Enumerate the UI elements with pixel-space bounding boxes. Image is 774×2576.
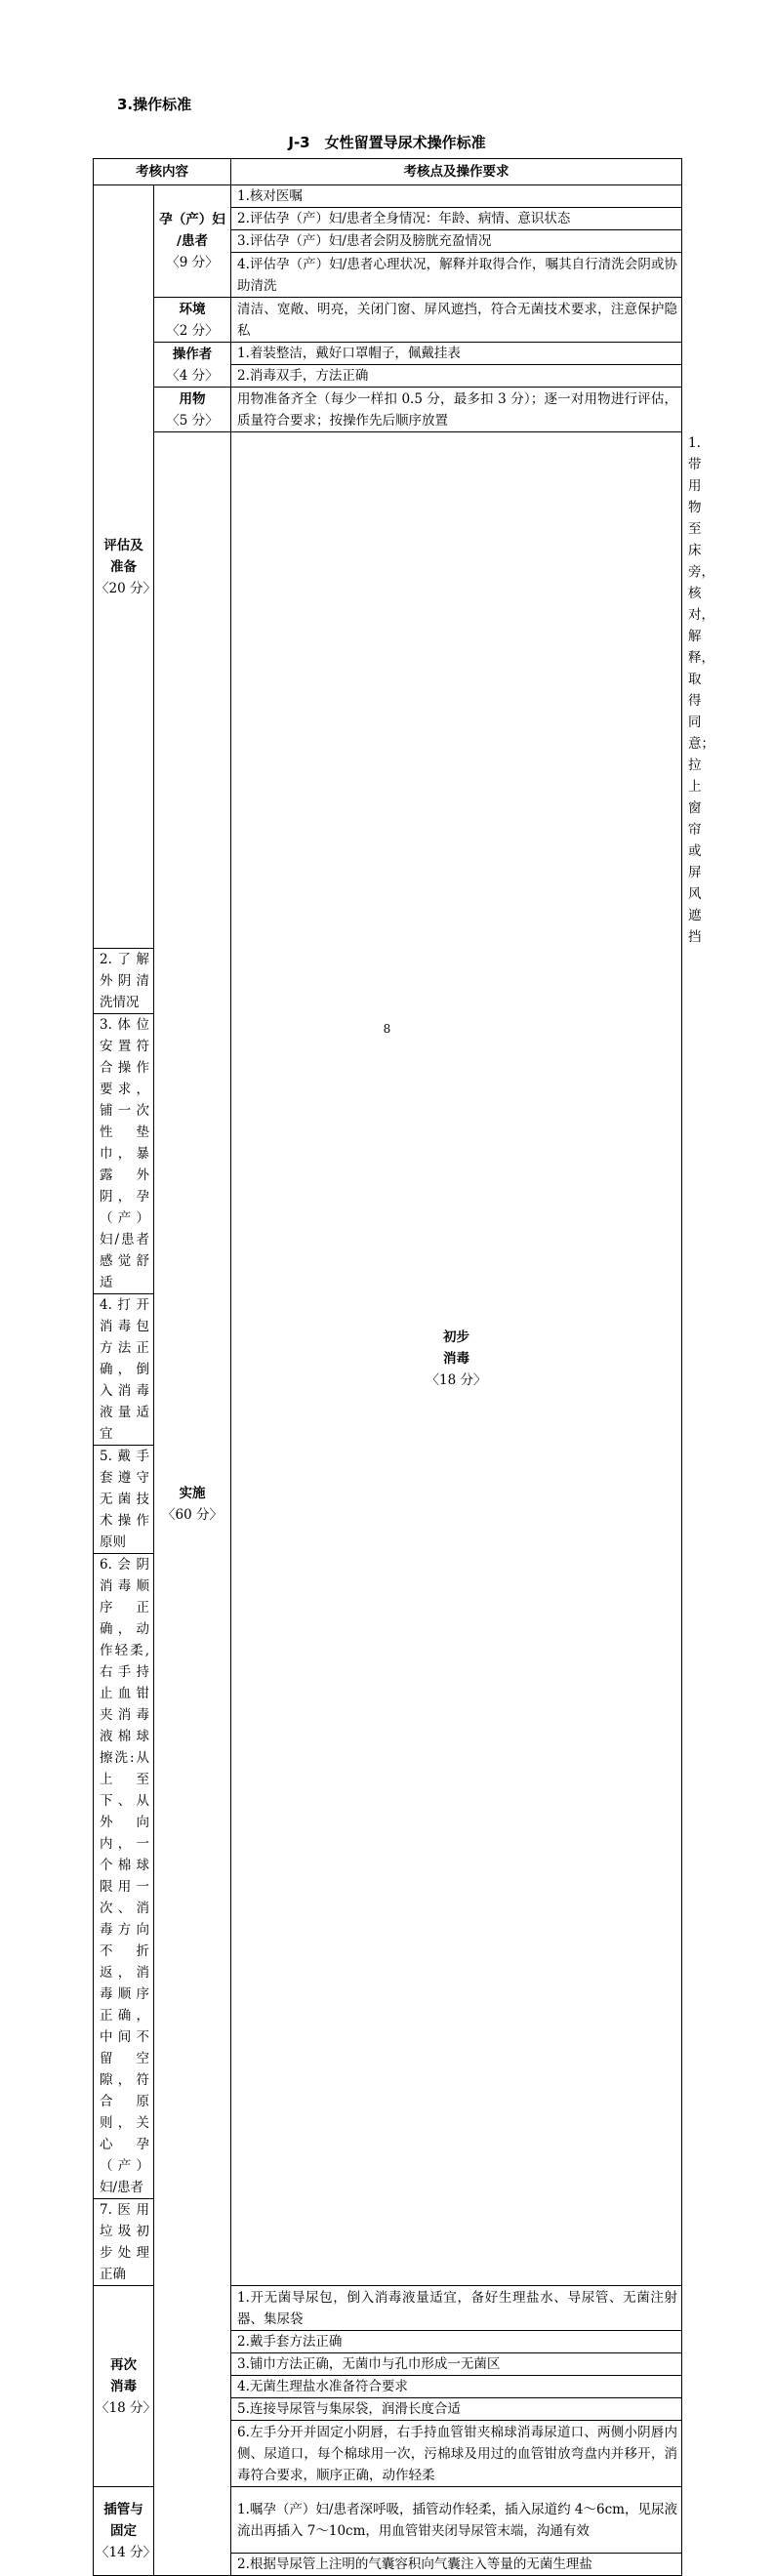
requirement-item: 1.嘱孕（产）妇/患者深呼吸，插管动作轻柔，插入尿道约 4～6cm，见尿液流出再插入 7～10cm，用血管钳夹闭导尿管末端，沟通有效 <box>231 2487 682 2554</box>
subcategory-name-line1: 初步 <box>443 1329 469 1345</box>
operation-standard-table: 考核内容 考核点及操作要求 评估及 准备 〈20 分〉 孕（产）妇 /患者 〈9 分〉 1.核对医嘱 2.评估孕（产）妇/患者全身情况：年龄、病情、意识状态 3.评估孕（产）妇/患者会阴及膀胱充盈情况 4.评估孕（产）妇/患者心理状况，解释并取得合作，嘱其自行清洗会阴或协助清洗 环境 〈2 分〉 清洁、宽敞、明亮，关闭门窗、屏风遮挡，符合无菌技术要求，注意保护隐私 操作者 〈4 分〉 1.着装整洁，戴好口罩帽子，佩戴挂表 2.消毒双手，方法正确 用物 〈5 分〉 用物准备齐全（每少一样扣 0.5 分，最多扣 3 分）；逐一对用物进行评估，质量符合要求；按操作先后顺序放置 实施 〈60 分〉 初步 消毒 〈18 分〉 1.带用物至床旁，核对，解释，取得同意；拉上窗帘或屏风遮挡 2.了解外阴清洗情况 3.体位安置符合操作要求，铺一次性垫巾，暴露外阴，孕（产）妇/患者感觉舒适 4.打开消毒包方法正确，倒入消毒液量适宜 5.戴手套遵守无菌技术操作原则 6.会阴消毒顺序正确，动作轻柔,右手持止血钳夹消毒液棉球擦洗:从上至下、从外向内，一个棉球限用一次、消毒方向不折返，消毒顺序正确，中间不留空隙，符合原则，关心孕（产）妇/患者 7.医用垃圾初步处理正确 再次 消毒 〈18 分〉 1.开无菌导尿包，倒入消毒液量适宜，备好生理盐水、导尿管、无菌注射器、集尿袋 2.戴手套方法正确 3.铺巾方法正确，无菌巾与孔巾形成一无菌区 4.无菌生理盐水准备符合要求 5.连接导尿管与集尿袋，润滑长度合适 6.左手分开并固定小阴唇，右手持血管钳夹棉球消毒尿道口、两侧小阴唇内侧、尿道口，每个棉球用一次，污棉球及用过的血管钳放弯盘内并移开，消毒符合要求，顺序正确，动作轻柔 插管与 固定 〈14 分〉 1.嘱孕（产）妇/患者深呼吸，插管动作轻柔，插入尿道约 4～6cm，见尿液流出再插入 7～10cm，用血管钳夹闭导尿管末端，沟通有效 2.根据导尿管上注明的气囊容积向气囊注入等量的无菌生理盐 <box>93 158 682 2576</box>
requirement-item: 4.评估孕（产）妇/患者心理状况，解释并取得合作，嘱其自行清洗会阴或协助清洗 <box>231 253 682 298</box>
requirement-item: 6.会阴消毒顺序正确，动作轻柔,右手持止血钳夹消毒液棉球擦洗:从上至下、从外向内，一个棉球限用一次、消毒方向不折返，消毒顺序正确，中间不留空隙，符合原则，关心孕（产）妇/患者 <box>94 1554 154 2199</box>
subcategory-name-line2: 消毒 <box>110 2378 137 2394</box>
subcategory-name: 操作者 <box>172 346 213 362</box>
subcategory-score: 〈4 分〉 <box>166 367 219 384</box>
table-title: J-3 女性留置导尿术操作标准 <box>288 134 486 151</box>
requirement-item: 2.评估孕（产）妇/患者全身情况：年龄、病情、意识状态 <box>231 208 682 230</box>
subcategory-name-line2: /患者 <box>177 233 208 249</box>
subcategory-name-line2: 消毒 <box>443 1351 469 1367</box>
subcategory-name-line1: 再次 <box>110 2356 137 2373</box>
subcategory-score: 〈14 分〉 <box>96 2545 156 2560</box>
subcategory-name-line1: 插管与 <box>103 2502 143 2517</box>
page-number: 8 <box>383 1022 391 1036</box>
subcategory-name: 环境 <box>179 301 206 317</box>
category-name-line2: 准备 <box>110 558 137 575</box>
subcategory-second-disinfection <box>94 2286 154 2487</box>
subcategory-insertion-fixation <box>94 2487 154 2576</box>
subcategory-score: 〈9 分〉 <box>166 255 219 270</box>
requirement-item: 7.医用垃圾初步处理正确 <box>94 2199 154 2286</box>
header-assessment: 考核内容 <box>94 159 231 185</box>
subcategory-score: 〈18 分〉 <box>426 1372 487 1388</box>
requirement-item: 清洁、宽敞、明亮，关闭门窗、屏风遮挡，符合无菌技术要求，注意保护隐私 <box>231 298 682 343</box>
table-header-row <box>94 159 682 185</box>
requirement-item: 用物准备齐全（每少一样扣 0.5 分，最多扣 3 分）；逐一对用物进行评估，质量符合要求；按操作先后顺序放置 <box>231 388 682 432</box>
subcategory-name-line1: 孕（产）妇 <box>159 212 225 227</box>
subcategory-supplies <box>154 388 231 432</box>
subcategory-name-line2: 固定 <box>110 2523 137 2539</box>
requirement-item: 1.着装整洁，戴好口罩帽子，佩戴挂表 <box>231 343 682 365</box>
requirement-item: 5.戴手套遵守无菌技术操作原则 <box>94 1446 154 1554</box>
header-requirements: 考核点及操作要求 <box>231 159 682 185</box>
requirement-item: 3.体位安置符合操作要求，铺一次性垫巾，暴露外阴，孕（产）妇/患者感觉舒适 <box>94 1014 154 1294</box>
section-title: 3.操作标准 <box>117 96 192 113</box>
requirement-item: 5.连接导尿管与集尿袋，润滑长度合适 <box>231 2398 682 2421</box>
requirement-item: 2.消毒双手，方法正确 <box>231 365 682 388</box>
requirement-item: 1.核对医嘱 <box>231 185 682 208</box>
category-name: 实施 <box>179 1485 206 1501</box>
requirement-item: 2.根据导尿管上注明的气囊容积向气囊注入等量的无菌生理盐 <box>231 2554 682 2576</box>
category-implementation <box>154 432 231 2576</box>
subcategory-patient <box>154 185 231 298</box>
subcategory-operator <box>154 343 231 388</box>
subcategory-score: 〈18 分〉 <box>96 2399 156 2416</box>
requirement-item: 4.打开消毒包方法正确，倒入消毒液量适宜 <box>94 1294 154 1446</box>
subcategory-environment <box>154 298 231 343</box>
subcategory-score: 〈2 分〉 <box>166 322 219 339</box>
requirement-item: 4.无菌生理盐水准备符合要求 <box>231 2376 682 2398</box>
category-score: 〈60 分〉 <box>162 1506 223 1523</box>
subcategory-score: 〈5 分〉 <box>166 412 219 429</box>
category-name-line1: 评估及 <box>103 537 143 553</box>
requirement-item: 2.了解外阴清洗情况 <box>94 949 154 1014</box>
requirement-item: 3.评估孕（产）妇/患者会阴及膀胱充盈情况 <box>231 230 682 253</box>
requirement-item: 1.开无菌导尿包，倒入消毒液量适宜，备好生理盐水、导尿管、无菌注射器、集尿袋 <box>231 2286 682 2331</box>
subcategory-initial-disinfection <box>231 432 682 2286</box>
requirement-item: 3.铺巾方法正确，无菌巾与孔巾形成一无菌区 <box>231 2353 682 2376</box>
requirement-item: 2.戴手套方法正确 <box>231 2331 682 2353</box>
requirement-item: 6.左手分开并固定小阴唇，右手持血管钳夹棉球消毒尿道口、两侧小阴唇内侧、尿道口，每个棉球用一次，污棉球及用过的血管钳放弯盘内并移开，消毒符合要求，顺序正确，动作轻柔 <box>231 2421 682 2487</box>
category-score: 〈20 分〉 <box>96 580 156 596</box>
category-assess-prepare <box>94 185 154 949</box>
subcategory-name: 用物 <box>179 390 206 407</box>
